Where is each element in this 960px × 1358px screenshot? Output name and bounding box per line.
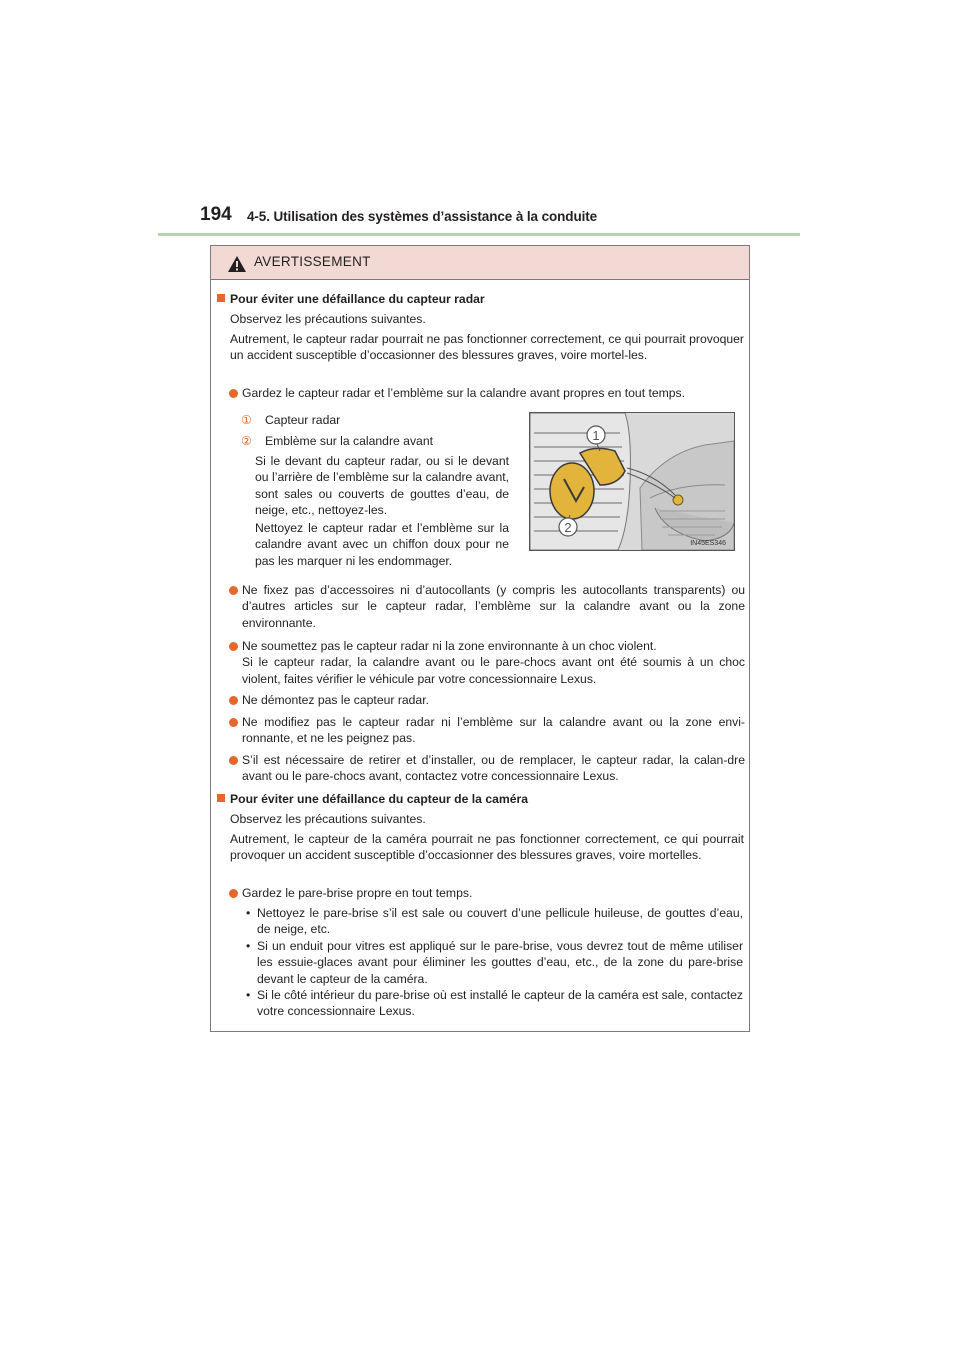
camera-sub-bullet-1: • Nettoyez le pare-brise s’il est sale ou couvert d’une pellicule huileuse, de gouttes d’eau, de neige, etc. (246, 906, 743, 937)
camera-intro: Observez les précautions suivantes. (230, 812, 426, 826)
bullet-dot-icon (229, 586, 238, 595)
section-heading-camera: Pour éviter une défaillance du capteur de la caméra (217, 791, 528, 807)
page-header (200, 204, 800, 232)
radar-sensor-figure (529, 412, 735, 551)
warning-header (211, 246, 749, 280)
sub-bullet-icon: • (246, 906, 251, 920)
camera-bullet-1: Gardez le pare-brise propre en tout temps. (229, 885, 745, 901)
warning-title: AVERTISSEMENT (254, 254, 371, 269)
numbered-item-1: ① Capteur radar (241, 413, 341, 427)
number-1-icon: ① (241, 413, 252, 427)
radar-bullet-3: Ne soumettez pas le capteur radar ni la zone environnante à un choc violent. Si le capteur radar, la calandre avant ou le pare-chocs avant ont été soumis à un choc violent, faites vérifier le véhicule par votre concessionnaire Lexus. (229, 638, 745, 687)
bullet-dot-icon (229, 389, 238, 398)
numbered-item-2: ② Emblème sur la calandre avant (241, 434, 434, 448)
chapter-title: 4-5. Utilisation des systèmes d’assistance à la conduite (247, 209, 598, 224)
number-2-icon: ② (241, 434, 252, 448)
square-bullet-icon (217, 294, 225, 302)
warning-triangle-icon (227, 255, 247, 273)
camera-sub-bullet-2: • Si un enduit pour vitres est appliqué sur le pare-brise, vous devrez tout de même utiliser les essuie-glaces avant pour éliminer les gouttes d’eau, etc., de la zone du pare-brise devant le capteur de la caméra. (246, 939, 743, 986)
radar-cloth-note: Nettoyez le capteur radar et l’emblème sur la calandre avant avec un chiffon doux pour ne pas les marquer ni les endommager. (255, 521, 509, 568)
radar-bullet-2: Ne fixez pas d’accessoires ni d’autocollants (y compris les autocollants transparents) ou d’autres articles sur le capteur radar, l’emblème sur la calandre avant ou la zone environnante. (229, 582, 745, 631)
figure-callout-1: 1 (592, 428, 600, 443)
bullet-dot-icon (229, 642, 238, 651)
sub-bullet-icon: • (246, 939, 251, 953)
bullet-dot-icon (229, 696, 238, 705)
bullet-dot-icon (229, 756, 238, 765)
sub-bullet-icon: • (246, 988, 251, 1002)
radar-bullet-5: Ne modifiez pas le capteur radar ni l’emblème sur la calandre avant ou la zone envi-ronnante, et ne les peignez pas. (229, 714, 745, 747)
square-bullet-icon (217, 794, 225, 802)
radar-bullet-6: S’il est nécessaire de retirer et d’installer, ou de remplacer, le capteur radar, la calan-dre avant ou le pare-chocs avant, contactez votre concessionnaire Lexus. (229, 752, 745, 785)
figure-code: IN45ES346 (690, 540, 726, 547)
radar-bullet-1: Gardez le capteur radar et l’emblème sur la calandre avant propres en tout temps. (229, 385, 745, 401)
bullet-dot-icon (229, 718, 238, 727)
page-number: 194 (200, 204, 232, 225)
camera-paragraph: Autrement, le capteur de la caméra pourrait ne pas fonctionner correctement, ce qui pourrait provoquer un accident susceptible d’occasionner des blessures graves, voire mortelles. (230, 832, 744, 863)
header-rule (158, 233, 800, 236)
warning-box (210, 245, 750, 1032)
radar-intro: Observez les précautions suivantes. (230, 312, 426, 326)
radar-bullet-4: Ne démontez pas le capteur radar. (229, 692, 745, 708)
bullet-dot-icon (229, 889, 238, 898)
radar-paragraph: Autrement, le capteur radar pourrait ne pas fonctionner correctement, ce qui pourrait provoquer un accident susceptible d’occasionner des blessures graves, voire mortel-les. (230, 332, 744, 363)
figure-callout-2: 2 (564, 520, 572, 535)
camera-sub-bullet-3: • Si le côté intérieur du pare-brise où est installé le capteur de la caméra est sale, contactez votre concessionnaire Lexus. (246, 988, 743, 1019)
section-heading-radar: Pour éviter une défaillance du capteur radar (217, 291, 485, 307)
car-grille-illustration (530, 413, 734, 550)
radar-clean-note: Si le devant du capteur radar, ou si le devant ou l’arrière de l’emblème sur la calandre avant, sont sales ou couverts de gouttes d’eau, de neige, etc., nettoyez-les. (255, 454, 509, 518)
